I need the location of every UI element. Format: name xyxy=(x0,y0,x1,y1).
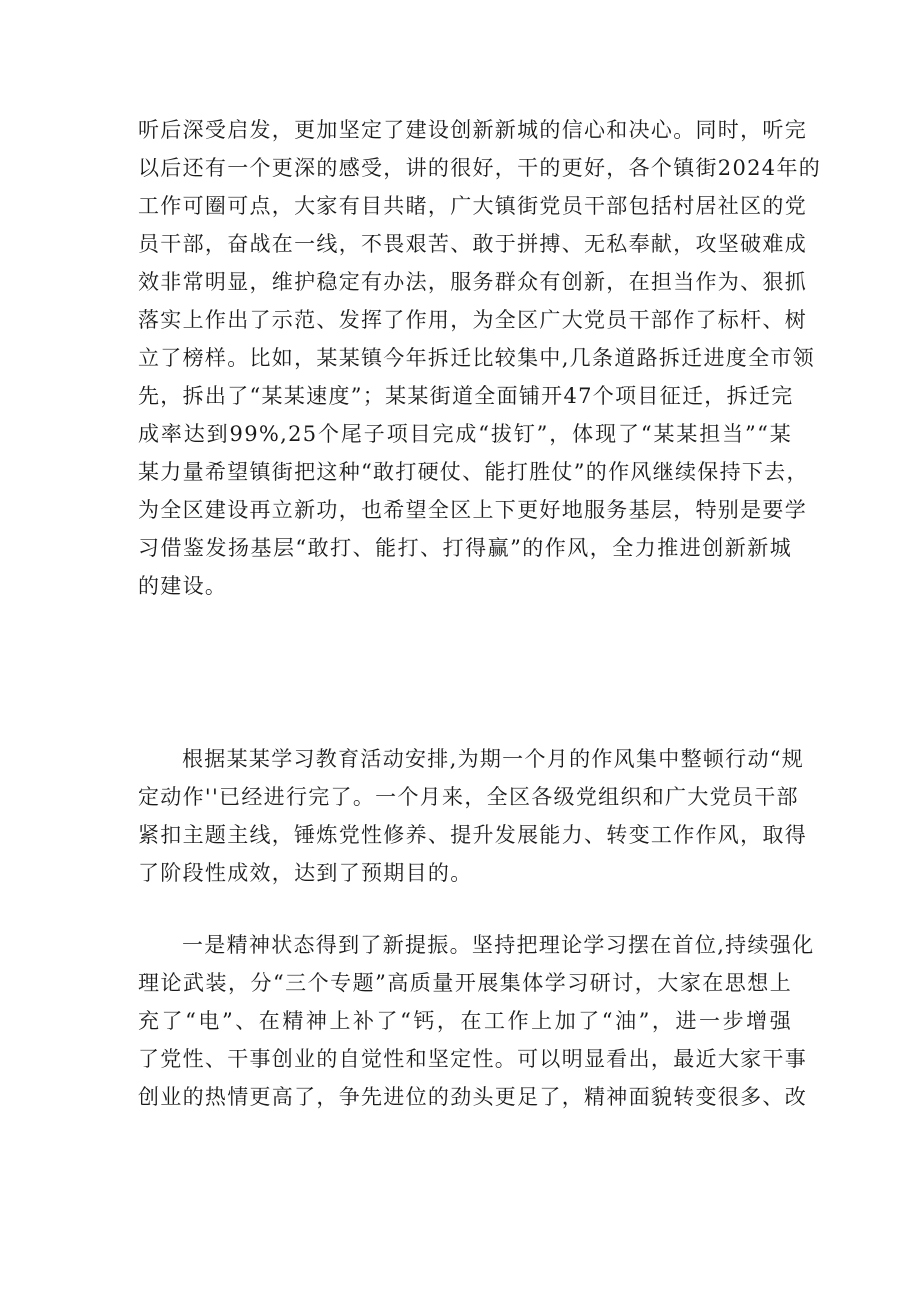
paragraph-1 xyxy=(138,111,822,605)
paragraph-line: 成率达到99%,25个尾子项目完成“拔钉”，体现了“某某担当”“某 xyxy=(138,422,792,446)
paragraph-line: 紧扣主题主线，锤炼党性修养、提升发展能力、转变工作作风，取得 xyxy=(138,823,807,847)
paragraph-line: 充了“电”、在精神上补了“钙，在工作上加了“油”，进一步增强 xyxy=(138,1009,792,1033)
paragraph-line: 根据某某学习教育活动安排,为期一个月的作风集中整顿行动“规 xyxy=(182,747,805,771)
paragraph-line: 先，拆出了“某某速度”；某某街道全面铺开47个项目征迁，拆迁完 xyxy=(138,384,794,408)
paragraph-line: 为全区建设再立新功，也希望全区上下更好地服务基层，特别是要学 xyxy=(138,498,807,522)
paragraph-line: 的建设。 xyxy=(138,574,228,598)
paragraph-line: 听后深受启发，更加坚定了建设创新新城的信心和决心。同时，听完 xyxy=(138,118,807,142)
paragraph-line: 以后还有一个更深的感受，讲的很好，干的更好，各个镇街2024年的 xyxy=(138,156,822,180)
paragraph-line: 了党性、干事创业的自觉性和坚定性。可以明显看出，最近大家干事 xyxy=(138,1047,807,1071)
paragraph-2 xyxy=(138,740,807,892)
paragraph-line: 创业的热情更高了，争先进位的劲头更足了，精神面貌转变很多、改 xyxy=(138,1085,807,1109)
paragraph-line: 立了榜样。比如，某某镇今年拆迁比较集中,几条道路拆迁进度全市领 xyxy=(138,346,815,370)
paragraph-line: 工作可圈可点，大家有目共睹，广大镇街党员干部包括村居社区的党 xyxy=(138,194,807,218)
paragraph-line: 效非常明显，维护稳定有办法，服务群众有创新，在担当作为、狠抓 xyxy=(138,270,807,294)
paragraph-line: 理论武装，分“三个专题”高质量开展集体学习研讨，大家在思想上 xyxy=(138,971,792,995)
paragraph-line: 一是精神状态得到了新提振。坚持把理论学习摆在首位,持续强化 xyxy=(182,933,815,957)
paragraph-line: 了阶段性成效，达到了预期目的。 xyxy=(138,861,473,885)
paragraph-line: 员干部，奋战在一线，不畏艰苦、敢于拼搏、无私奉献，攻坚破难成 xyxy=(138,232,807,256)
paragraph-line: 落实上作出了示范、发挥了作用，为全区广大党员干部作了标杆、树 xyxy=(138,308,807,332)
paragraph-line: 某力量希望镇街把这种“敢打硬仗、能打胜仗”的作风继续保持下去， xyxy=(138,460,809,484)
paragraph-line: 习借鉴发扬基层“敢打、能打、打得赢”的作风，全力推进创新新城 xyxy=(138,536,792,560)
paragraph-line: 定动作''已经进行完了。一个月来，全区各级党组织和广大党员干部 xyxy=(138,785,799,809)
paragraph-3 xyxy=(138,926,815,1116)
